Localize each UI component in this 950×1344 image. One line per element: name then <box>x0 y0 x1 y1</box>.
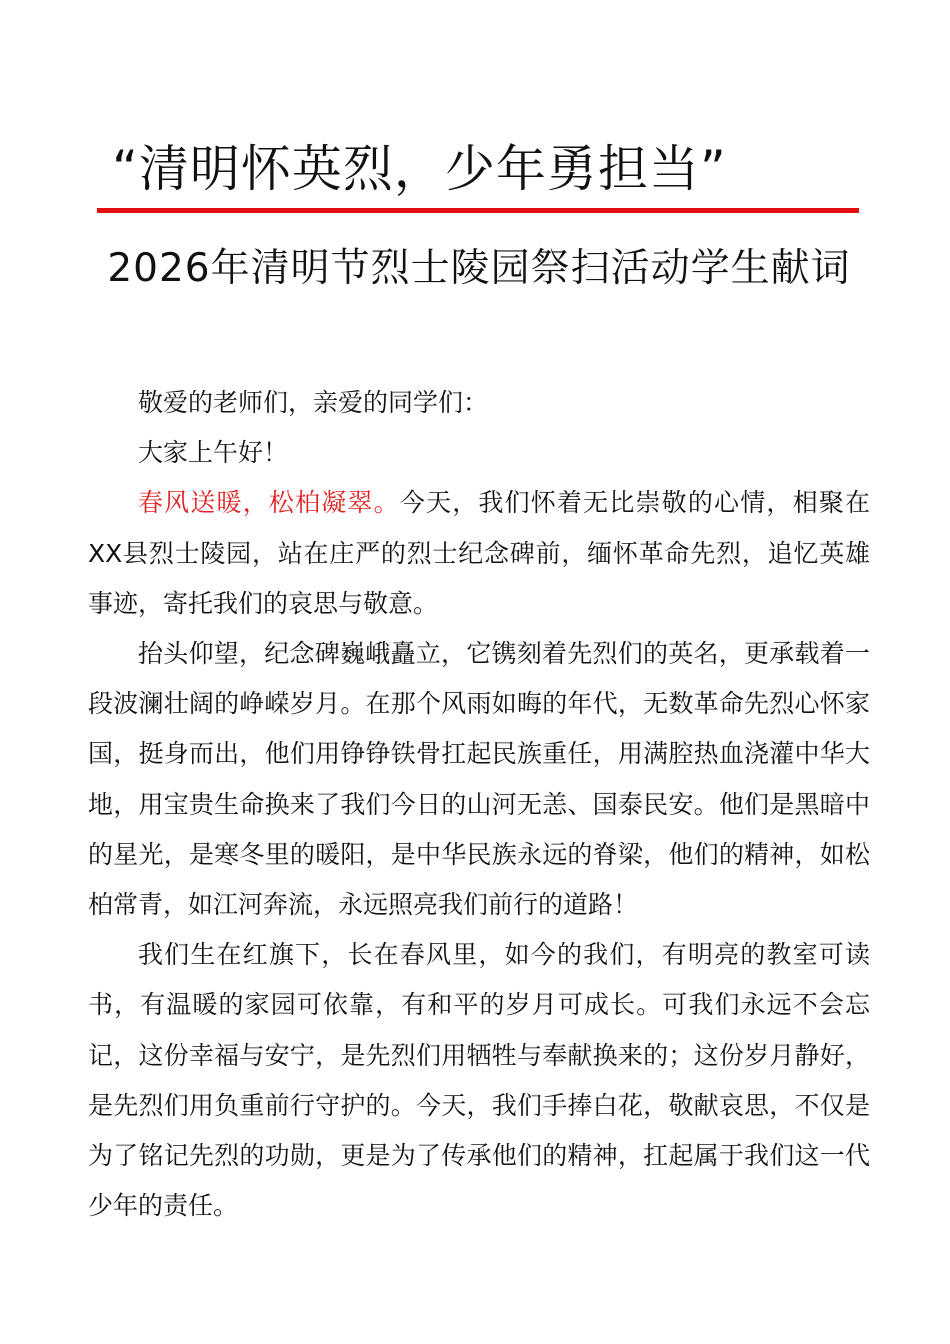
speech-body <box>88 378 870 1231</box>
red-divider-line <box>97 208 859 213</box>
highlight-phrase: 春风送暖，松柏凝翠。 <box>138 488 400 518</box>
salutation: 敬爱的老师们，亲爱的同学们： <box>138 388 489 417</box>
greeting: 大家上午好！ <box>138 438 289 468</box>
headline: “清明怀英烈，少年勇担当” <box>112 140 727 198</box>
paragraph-opening-text: 今天，我们怀着无比崇敬的心情，相聚在XX县烈士陵园，站在庄严的烈士纪念碑前，缅怀革命先烈，追忆英雄事迹，寄托我们的哀思与敬意。 <box>88 488 870 618</box>
page-title: 2026年清明节烈士陵园祭扫活动学生献词 <box>107 246 851 291</box>
paragraph-opening <box>88 478 870 629</box>
paragraph-responsibility: 我们生在红旗下，长在春风里，如今的我们，有明亮的教室可读书，有温暖的家园可依靠，有和平的岁月可成长。可我们永远不会忘记，这份幸福与安宁，是先烈们用牺牲与奉献换来的；这份岁月静好，是先烈们用负重前行守护的。今天，我们手捧白花，敬献哀思，不仅是为了铭记先烈的功勋，更是为了传承他们的精神，扛起属于我们这一代少年的责任。 <box>88 940 870 1221</box>
paragraph-monument: 抬头仰望，纪念碑巍峨矗立，它镌刻着先烈们的英名，更承载着一段波澜壮阔的峥嵘岁月。在那个风雨如晦的年代，无数革命先烈心怀家国，挺身而出，他们用铮铮铁骨扛起民族重任，用满腔热血浇灌中华大地，用宝贵生命换来了我们今日的山河无恙、国泰民安。他们是黑暗中的星光，是寒冬里的暖阳，是中华民族永远的脊梁，他们的精神，如松柏常青，如江河奔流，永远照亮我们前行的道路！ <box>88 639 870 920</box>
